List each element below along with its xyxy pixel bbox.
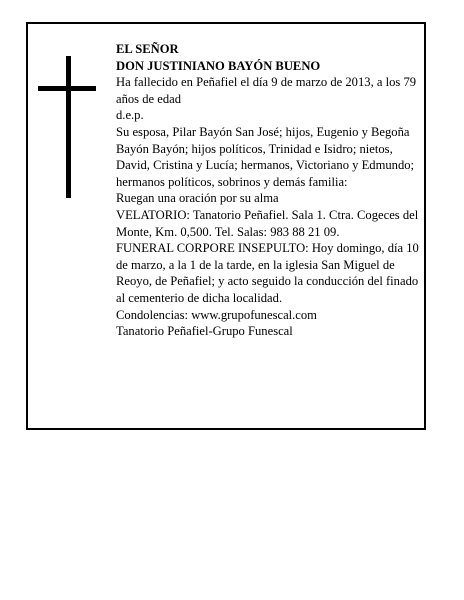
- obituary-notice: [26, 22, 426, 430]
- condolences-link: Condolencias: www.grupofunescal.com: [116, 307, 317, 322]
- death-announcement: Ha fallecido en Peñafiel el día 9 de marzo de 2013, a los 79 años de edad: [116, 75, 417, 106]
- wake-details: VELATORIO: Tanatorio Peñafiel. Sala 1. Ctra. Cogeces del Monte, Km. 0,500. Tel. Salas: 983 88 21 09.: [116, 207, 419, 239]
- notice-title: EL SEÑOR: [116, 42, 179, 56]
- deceased-name: DON JUSTINIANO BAYÓN BUENO: [116, 58, 321, 73]
- cross-vertical-bar: [66, 56, 71, 198]
- funeral-home: Tanatorio Peñafiel-Grupo Funescal: [116, 324, 293, 339]
- family-list: Su esposa, Pilar Bayón San José; hijos, Eugenio y Begoña Bayón Bayón; hijos políticos, Trinidad e Isidro; nietos, David, Cristina y Lucía; hermanos, Victoriano y Edmundo; hermanos políticos, sobrinos y demás familia:: [116, 124, 415, 189]
- notice-text: [116, 41, 424, 340]
- cross-icon: [38, 56, 96, 198]
- rest-in-peace: d.e.p.: [116, 108, 144, 123]
- funeral-details: FUNERAL CORPORE INSEPULTO: Hoy domingo, día 10 de marzo, a la 1 de la tarde, en la iglesia San Miguel de Reoyo, de Peñafiel; y acto seguido la conducción del finado al cementerio de dicha localidad.: [116, 241, 419, 305]
- prayer-request: Ruegan una oración por su alma: [116, 191, 279, 206]
- cross-horizontal-bar: [38, 86, 96, 91]
